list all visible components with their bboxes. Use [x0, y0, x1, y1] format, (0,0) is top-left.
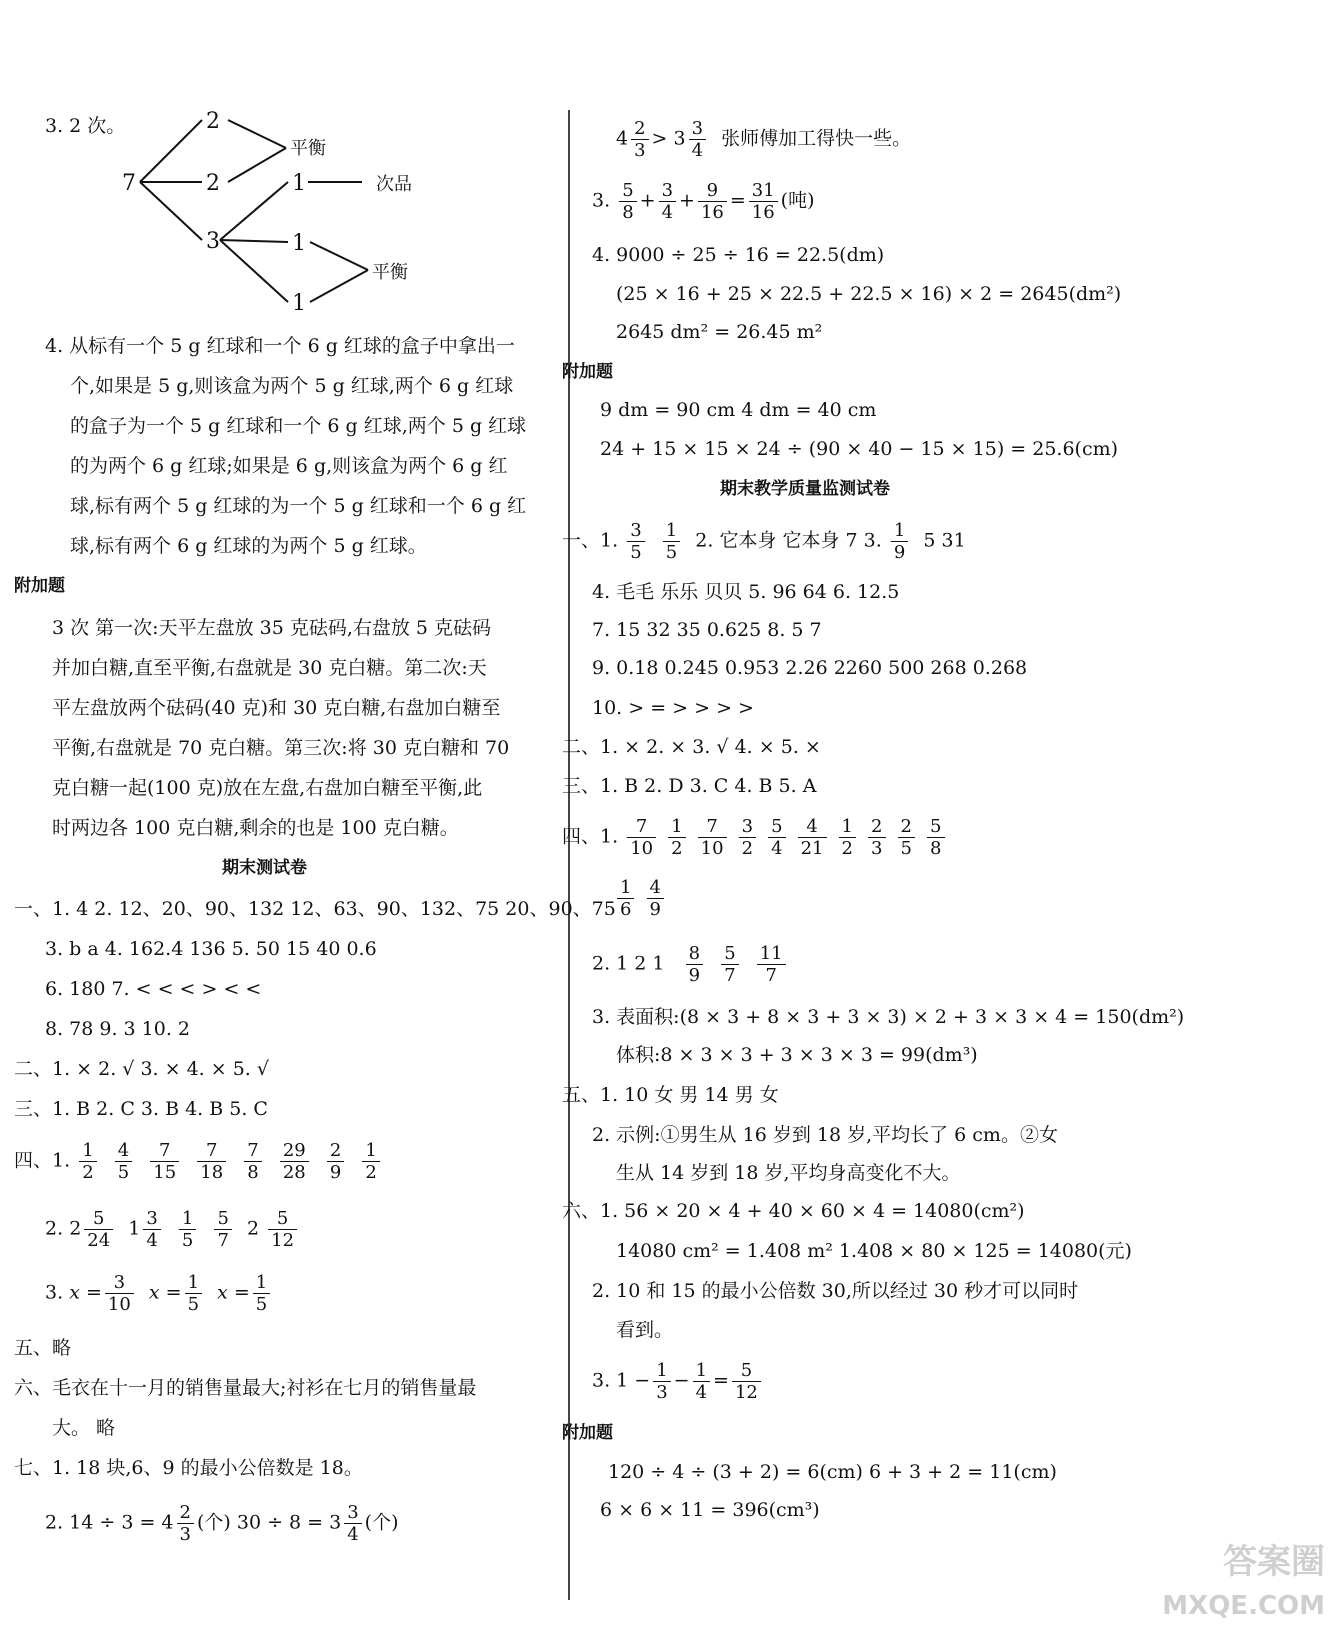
tree-node-e: 1 — [292, 231, 306, 256]
fraction: $\frac{31}{16}$ — [749, 180, 778, 223]
section6-line2: 大。 略 — [52, 1417, 116, 1439]
r-section4-q3-volume: 体积:8 × 3 × 3 + 3 × 3 × 3 = 99(dm³) — [616, 1044, 978, 1066]
q4-line: 个,如果是 5 g,则该盒为两个 5 g 红球,两个 6 g 红球 — [70, 375, 514, 397]
tree-node-a: 2 — [206, 110, 220, 134]
tree-defect: 次品 — [376, 174, 412, 195]
r-extra-line2: 24 + 15 × 15 × 24 ÷ (90 × 40 − 15 × 15) = 25.6(cm) — [600, 438, 1119, 460]
r-section4-q1-cont — [614, 877, 667, 920]
fraction: $\frac{1}{6}$ — [617, 877, 634, 920]
tree-node-d: 1 — [292, 171, 306, 196]
r-extra-heading: 附加题 — [562, 362, 613, 382]
whole: 2 — [69, 1217, 82, 1240]
section3: 三、1. B 2. C 3. B 4. B 5. C — [14, 1098, 268, 1120]
fraction: $\frac{1}{2}$ — [839, 816, 856, 859]
fraction: $\frac{1}{9}$ — [891, 520, 908, 563]
fraction: $\frac{3}{4}$ — [344, 1502, 361, 1545]
r-section6-q1: 六、1. 56 × 20 × 4 + 40 × 60 × 4 = 14080(cm²) — [562, 1200, 1025, 1222]
fraction: $\frac{2}{3}$ — [868, 816, 885, 859]
fraction: $\frac{29}{28}$ — [280, 1140, 309, 1183]
fraction: $\frac{2}{3}$ — [177, 1502, 194, 1545]
r-section1-line5: 10. > = > > > > — [592, 697, 754, 719]
r-section5-q2-line2: 生从 14 岁到 18 岁,平均身高变化不大。 — [616, 1162, 961, 1184]
r-section6-q2-line1: 2. 10 和 15 的最小公倍数 30,所以经过 30 秒才可以同时 — [592, 1280, 1079, 1302]
fraction: $\frac{5}{12}$ — [268, 1208, 297, 1251]
r-section1-line4: 9. 0.18 0.245 0.953 2.26 2260 500 268 0.268 — [592, 657, 1028, 679]
fraction: $\frac{5}{4}$ — [768, 816, 785, 859]
q-prefix: 3. — [45, 1281, 64, 1304]
section4-fractions — [76, 1140, 383, 1183]
fraction: $\frac{9}{16}$ — [698, 180, 727, 223]
fraction: $\frac{2}{9}$ — [327, 1140, 344, 1183]
fraction: $\frac{4}{5}$ — [115, 1140, 132, 1183]
r-section4-fractions — [624, 816, 947, 859]
fraction: $\frac{5}{24}$ — [84, 1208, 113, 1251]
fraction: $\frac{7}{10}$ — [698, 816, 727, 859]
equation: x = — [148, 1281, 182, 1304]
section5: 五、略 — [14, 1337, 72, 1359]
fraction: $\frac{3}{10}$ — [105, 1272, 134, 1315]
r-section1-line2: 4. 毛毛 乐乐 贝贝 5. 96 64 6. 12.5 — [592, 581, 900, 603]
weighing-tree-diagram — [90, 110, 450, 325]
tree-node-f: 1 — [292, 291, 306, 316]
r-q4-line2: (25 × 16 + 25 × 22.5 + 22.5 × 16) × 2 = 2645(dm²) — [616, 283, 1122, 305]
r-section4-q2: 2. 1 2 1 $\frac{8}{9}$ $\frac{5}{7}$ $\frac{11}{7}$ — [592, 943, 789, 986]
q4-line: 的盒子为一个 5 g 红球和一个 6 g 红球,两个 5 g 红球 — [70, 415, 527, 437]
r-section6-q1-line2: 14080 cm² = 1.408 m² 1.408 × 80 × 125 = 14080(元) — [616, 1240, 1132, 1262]
watermark-logo: 答案圈 — [1223, 1542, 1325, 1582]
extra-line: 3 次 第一次:天平左盘放 35 克砝码,右盘放 5 克砝码 — [52, 617, 492, 639]
fraction: $\frac{1}{5}$ — [663, 520, 680, 563]
r-section3: 三、1. B 2. D 3. C 4. B 5. A — [562, 775, 817, 797]
exam-title: 期末测试卷 — [222, 858, 307, 878]
section4-q2 — [45, 1208, 300, 1251]
extra-line: 时两边各 100 克白糖,剩余的也是 100 克白糖。 — [52, 817, 459, 839]
section4-q3 — [45, 1272, 273, 1315]
whole: 1 — [128, 1217, 141, 1240]
r-section5-q1: 五、1. 10 女 男 14 男 女 — [562, 1084, 779, 1106]
fraction: $\frac{1}{5}$ — [179, 1208, 196, 1251]
fraction: $\frac{7}{15}$ — [150, 1140, 179, 1183]
q4-line: 球,标有两个 5 g 红球的为一个 5 g 红球和一个 6 g 红 — [70, 495, 527, 517]
equation: x = — [217, 1281, 250, 1304]
fraction: $\frac{7}{8}$ — [244, 1140, 261, 1183]
r-exam-title: 期末教学质量监测试卷 — [720, 479, 890, 499]
section1-line4: 8. 78 9. 3 10. 2 — [45, 1018, 191, 1040]
fraction: $\frac{4}{21}$ — [798, 816, 827, 859]
r-q4-line3: 2645 dm² = 26.45 m² — [616, 321, 823, 343]
equation: x = — [69, 1281, 102, 1304]
section7-q1: 七、1. 18 块,6、9 的最小公倍数是 18。 — [14, 1457, 363, 1479]
r-section6-q2-line2: 看到。 — [616, 1319, 674, 1341]
section1-line1: 一、1. 4 2. 12、20、90、132 12、63、90、132、75 20、90、75 — [14, 898, 616, 920]
q4-line: 4. 从标有一个 5 g 红球和一个 6 g 红球的盒子中拿出一 — [45, 335, 515, 357]
q-prefix: 2. — [45, 1217, 64, 1240]
fraction: $\frac{1}{2}$ — [668, 816, 685, 859]
fraction: $\frac{3}{4}$ — [143, 1208, 160, 1251]
section6-line1: 六、毛衣在十一月的销售量最大;衬衫在七月的销售量最 — [14, 1377, 477, 1399]
tree-root: 7 — [122, 171, 136, 196]
tree-balance-2: 平衡 — [372, 262, 408, 283]
fraction: $\frac{1}{5}$ — [253, 1272, 270, 1315]
fraction: $\frac{4}{9}$ — [647, 877, 664, 920]
fraction: $\frac{3}{4}$ — [659, 180, 676, 223]
fraction: $\frac{3}{4}$ — [689, 118, 706, 161]
r-q4-line1: 4. 9000 ÷ 25 ÷ 16 = 22.5(dm) — [592, 244, 885, 266]
fraction: $\frac{1}{2}$ — [79, 1140, 96, 1183]
r-section1-line3: 7. 15 32 35 0.625 8. 5 7 — [592, 619, 822, 641]
fraction: $\frac{1}{5}$ — [185, 1272, 202, 1315]
q4-line: 球,标有两个 6 g 红球的为两个 5 g 红球。 — [70, 535, 427, 557]
section4-prefix: 四、1. — [562, 825, 619, 848]
r-section6-q3: 3. 1 − $\frac{1}{3}$ − $\frac{1}{4}$ = $\frac{5}{12}$ — [592, 1360, 764, 1403]
section4-prefix: 四、1. — [14, 1149, 71, 1172]
r-section4-q3-area: 3. 表面积:(8 × 3 + 8 × 3 + 3 × 3) × 2 + 3 × 3 × 4 = 150(dm²) — [592, 1006, 1185, 1028]
q4-line: 的为两个 6 g 红球;如果是 6 g,则该盒为两个 6 g 红 — [70, 455, 508, 477]
r-section5-q2-line1: 2. 示例:①男生从 16 岁到 18 岁,平均长了 6 cm。②女 — [592, 1124, 1058, 1146]
tree-balance-1: 平衡 — [290, 138, 326, 159]
fraction: $\frac{5}{12}$ — [732, 1360, 761, 1403]
fraction: $\frac{5}{7}$ — [214, 1208, 231, 1251]
r-section1-q1: 一、1. $\frac{3}{5}$ $\frac{1}{5}$ 2. 它本身 它本身 7 3. $\frac{1}{9}$ 5 31 — [562, 520, 966, 563]
extra-line: 克白糖一起(100 克)放在左盘,右盘加白糖至平衡,此 — [52, 777, 483, 799]
fraction: $\frac{1}{4}$ — [693, 1360, 710, 1403]
fraction: $\frac{1}{3}$ — [653, 1360, 670, 1403]
extra-heading: 附加题 — [14, 576, 65, 596]
comparison-line: 4 $\frac{2}{3}$ > 3 $\frac{3}{4}$ 张师傅加工得快一些。 — [616, 118, 912, 161]
fraction: $\frac{5}{8}$ — [619, 180, 636, 223]
section7-q2: 2. 14 ÷ 3 = 4 $\frac{2}{3}$ (个) 30 ÷ 8 = 3 $\frac{3}{4}$ (个) — [45, 1502, 399, 1545]
r-section2: 二、1. × 2. × 3. √ 4. × 5. × — [562, 736, 821, 758]
whole: 2 — [247, 1217, 260, 1240]
section2: 二、1. × 2. √ 3. × 4. × 5. √ — [14, 1058, 269, 1080]
fraction: $\frac{3}{5}$ — [627, 520, 644, 563]
tree-node-b: 2 — [206, 171, 220, 196]
section4-q1 — [14, 1140, 383, 1183]
r-section4-q1 — [562, 816, 948, 859]
fraction: $\frac{3}{2}$ — [739, 816, 756, 859]
fraction: $\frac{7}{10}$ — [627, 816, 656, 859]
fraction: $\frac{7}{18}$ — [197, 1140, 226, 1183]
fraction: $\frac{5}{7}$ — [721, 943, 738, 986]
fraction: $\frac{2}{3}$ — [631, 118, 648, 161]
extra-line: 平衡,右盘就是 70 克白糖。第三次:将 30 克白糖和 70 — [52, 737, 510, 759]
fraction: $\frac{1}{2}$ — [362, 1140, 379, 1183]
fraction: $\frac{11}{7}$ — [757, 943, 786, 986]
fraction: $\frac{5}{8}$ — [927, 816, 944, 859]
fraction: $\frac{8}{9}$ — [686, 943, 703, 986]
r-q3: 3. $\frac{5}{8}$ + $\frac{3}{4}$ + $\frac{9}{16}$ = $\frac{31}{16}$ (吨) — [592, 180, 815, 223]
section1-line3: 6. 180 7. < < < > < < — [45, 978, 262, 1000]
r-extra2-line2: 6 × 6 × 11 = 396(cm³) — [600, 1499, 820, 1521]
r-extra2-line1: 120 ÷ 4 ÷ (3 + 2) = 6(cm) 6 + 3 + 2 = 11(cm) — [608, 1461, 1057, 1483]
watermark-url: MXQE.COM — [1162, 1591, 1325, 1621]
r-extra2-heading: 附加题 — [562, 1423, 613, 1443]
fraction: $\frac{2}{5}$ — [898, 816, 915, 859]
r-section4-fractions-2 — [614, 877, 667, 920]
q3-label: 3. 2 次。 — [45, 115, 126, 137]
extra-line: 平左盘放两个砝码(40 克)和 30 克白糖,右盘加白糖至 — [52, 697, 501, 719]
section1-line2: 3. b a 4. 162.4 136 5. 50 15 40 0.6 — [45, 938, 377, 960]
extra-line: 并加白糖,直至平衡,右盘就是 30 克白糖。第二次:天 — [52, 657, 487, 679]
r-extra-line1: 9 dm = 90 cm 4 dm = 40 cm — [600, 399, 877, 421]
tree-node-c: 3 — [206, 229, 220, 254]
